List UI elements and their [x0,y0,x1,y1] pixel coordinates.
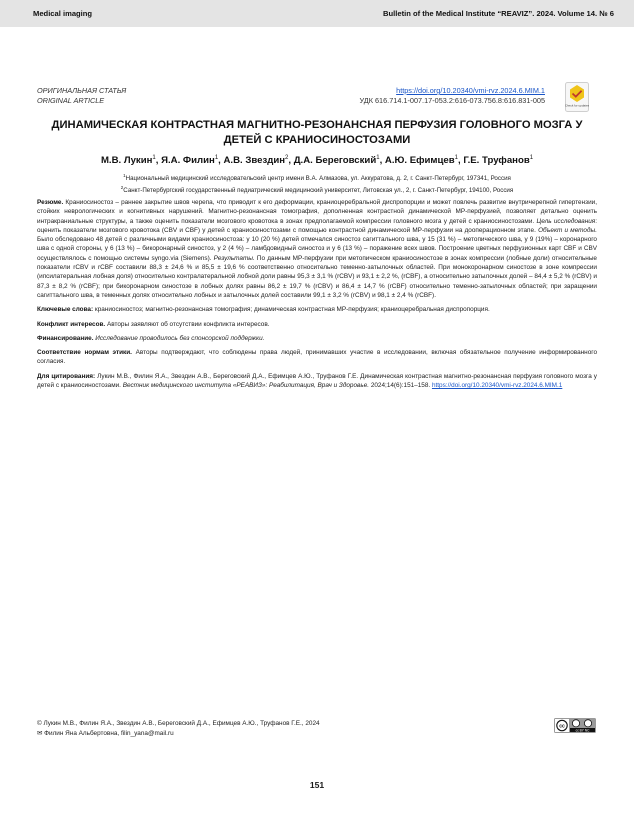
funding: Финансирование. Исследование проводилось без спонсорской поддержки. [37,334,265,342]
author: М.В. Лукин$^1$ [100,155,156,167]
author: Я.А. Филин$^1$ [161,155,219,167]
author: Г.Е. Труфанов$^1$ [463,155,534,167]
cc-license-icon[interactable] [554,718,596,733]
author: А.В. Звездин$^2$ [223,155,289,167]
section-label: Medical imaging [33,9,93,18]
article-type [37,86,126,106]
affiliation: $^1$Национальный медицинский исследовательский центр имени В.А. Алмазова, ул. Аккуратова, д. 2, г. Санкт-Петербург, 197341, Россия [123,173,511,183]
badge-label: Check for updates [565,103,589,108]
corresponding-author: Филин Яна Альбертовна, filin_yana@mail.ru [44,729,174,737]
article-type-ru: ОРИГИНАЛЬНАЯ СТАТЬЯ [37,86,127,95]
udk-code: УДК 616.714.1-007.17-053.2:616-073.756.8:616.831-005 [359,96,545,105]
affiliations [37,171,597,196]
copyright: © Лукин М.В., Филин Я.А., Звездин А.В., Береговский Д.А., Ефимцев А.Ю., Труфанов Г.Е., 2024 [37,720,320,727]
citation-doi-link[interactable]: https://doi.org/10.20340/vmi-rvz.2024.6.MIM.1 [431,382,563,390]
journal-issue: Bulletin of the Medical Institute “REAVIZ”. 2024. Volume 14. № 6 [383,9,614,18]
contact-line [37,729,320,739]
svg-text:cc: cc [559,723,565,730]
article-title: ДИНАМИЧЕСКАЯ КОНТРАСТНАЯ МАГНИТНО-РЕЗОНАНСНАЯ ПЕРФУЗИЯ ГОЛОВНОГО МОЗГА У ДЕТЕЙ С КРАНИОСИНОСТОЗАМИ [51,119,583,146]
article-type-en: ORIGINAL ARTICLE [37,96,105,105]
footer [37,719,320,738]
article-identifiers [359,86,545,106]
conflict-of-interest: Конфликт интересов. Авторы заявляют об отсутствии конфликта интересов. [37,320,270,328]
citation: Для цитирования: Лукин М.В., Филин Я.А., Звездин А.В., Береговский Д.А., Ефимцев А.Ю., Труфанов Г.Е. Динамическая контрастная магнитно-резонансная перфузия головного мозга у детей с краниосиностозами. Вестник медицинского института «РЕАВИЗ»: Реабилитация, Врач и Здоровье. 2024;14(6):151–158. https://doi.org/10.20340/vmi-rvz.2024.6.MIM.1 [37,372,598,390]
running-header [0,0,634,27]
abstract: Резюме. Краниосиностоз – раннее закрытие швов черепа, что приводит к его деформации, краниоцеребральной диспропорции и может повлечь развитие внутричерепной гипертензии, стойких неврологических и когнитивных нарушений. Магнитно-резонансная томография, дополненная контрастной динамической МР-перфузией, позволяет детально оценить интракраниальные структуры, а также оценить показатели мозгового кровотока в зонах предполагаемой компрессии головного мозга у детей с краниосиностозами. Цель исследования: оценить показатели мозгового кровотока (CBV и CBF) у детей с краниосиностозами с помощью контрастной динамической МР-перфузии на дооперационном этапе. Объект и методы. Было обследовано 48 детей с различными видами краниосиностоза: у 10 (20 %) детей отмечался синостоз сагиттального шва, у 15 (31 %) – метопического шва, у 9 (19%) – коронарного шва с одной стороны, у 6 (13 %) – бикоронарный синостоз, у 2 (4 %) – ламбдовидный синостоз и у 6 (13 %) – поражение всех швов. Построение цветных перфузионных карт CBF и CBV осуществлялось с помощью системы syngo.via (Siemens). Результаты. По данным МР-перфузии при метопическом краниосиностозе в зонах компрессии (лобные доли) относительные показатели rCBV и rCBF составили 88,3 ± 24,6 % и 85,5 ± 19,6 % соответственно относительно теменно-затылочных областей. При монокоронарном синостозе в зоне компрессии (ипсилатеральная лобная доля) относительно контралатеральной лобной доли равны 95,3 ± 3,1 % (rCBV) и 93,1 ± 2,2 %, (rCBF), а относительно затылочных долей – 84,4 ± 5,2 % (rCBV) и 87,3 ± 8,2 % (rCBF); при бикоронарном синостозе в лобных долях равны 86,2 ± 19,7 % (rCBV) и 86,4 ± 14,7 % (rCBF) относительно теменно-затылочных областей; при заращении сагиттального шва, в теменных долях относительно лобных и затылочных долей составили 99,1 ± 3,2 % (rCBV) и 98,1 ± 2,4 % (rCBF). [37,199,597,299]
ethics: Соответствие нормам этики. Авторы подтверждают, что соблюдены права людей, принимавших участие в исследовании, включая обязательное получение информированного согласия. [37,349,598,366]
article-front-matter [37,198,597,390]
check-for-updates-icon[interactable] [565,82,589,112]
doi-link[interactable]: https://doi.org/10.20340/vmi-rvz.2024.6.MIM.1 [396,86,545,95]
author-list: М.В. Лукин$^1$, Я.А. Филин$^1$, А.В. Звездин$^2$, Д.А. Береговский$^1$, А.Ю. Ефимцев$^1$, Г.Е. Труфанов$^1$ [100,155,534,167]
envelope-icon: ✉ [37,729,43,737]
page-number: 151 [309,780,325,790]
author: А.Ю. Ефимцев$^1$ [384,155,459,167]
license-text: cc BY NC [575,728,590,733]
keywords: Ключевые слова: краниосиностоз; магнитно-резонансная томография; динамическая контрастная МР-перфузия; краниоцеребральная диспропорция. [37,306,490,314]
affiliation: $^2$Санкт-Петербургский государственный педиатрический медицинский университет, Литовская ул., 2, г. Санкт-Петербург, 194100, Россия [120,185,514,195]
author: Д.А. Береговский$^1$ [293,155,380,167]
